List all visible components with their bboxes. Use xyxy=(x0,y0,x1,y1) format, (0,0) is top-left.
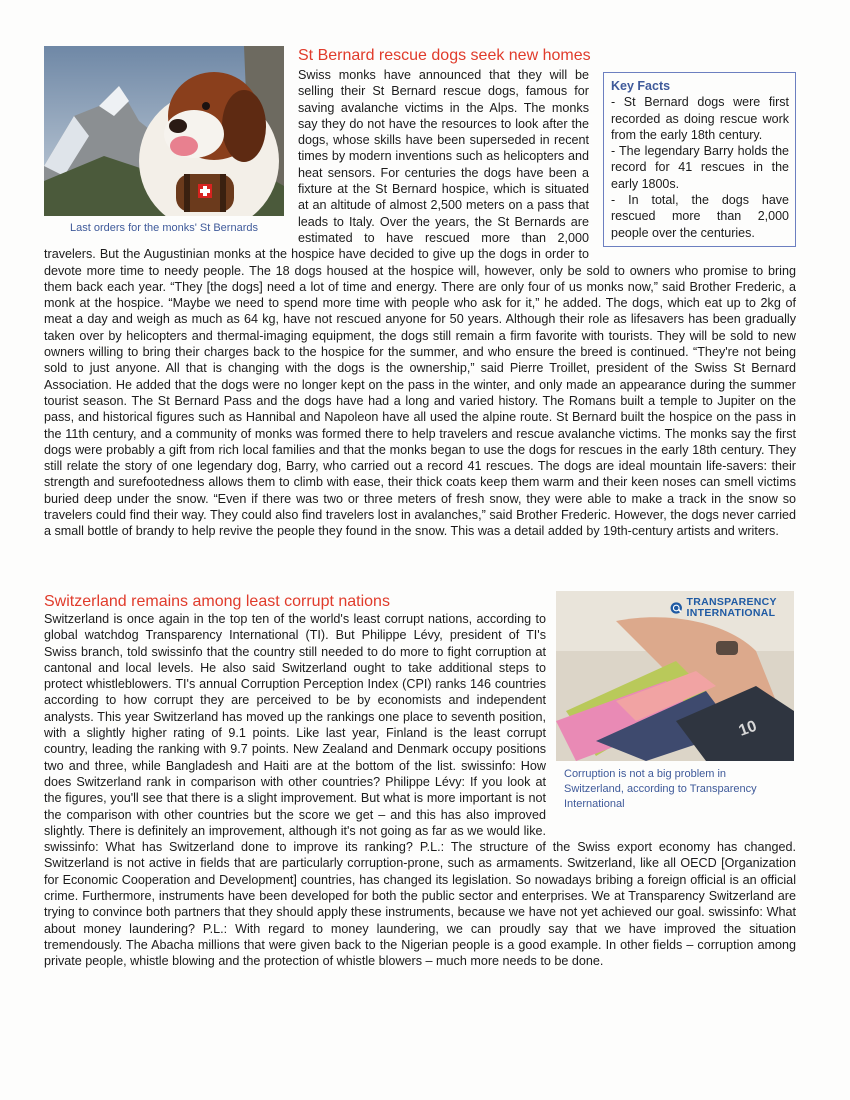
key-fact-item: - St Bernard dogs were first recorded as doing rescue work from the early 18th century. xyxy=(611,95,789,142)
key-fact-item: - In total, the dogs have rescued more than 2,000 people over the centuries. xyxy=(611,193,789,240)
key-facts-box xyxy=(603,72,796,247)
key-facts-title: Key Facts xyxy=(611,79,671,93)
banknotes-photo-caption: Corruption is not a big problem in Switzerland, according to Transparency International xyxy=(564,768,757,810)
st-bernard-headline: St Bernard rescue dogs seek new homes xyxy=(298,47,591,64)
corruption-figure xyxy=(556,591,796,827)
transparency-logo-text: TRANSPARENCY INTERNATIONAL xyxy=(686,596,777,619)
st-bernard-dog-image xyxy=(44,46,284,216)
corruption-body: Switzerland is once again in the top ten of the world's least corrupt nations, according to global watchdog Transparency International (TI). But Philippe Lévy, president of TI's Swiss branch, told swissinfo that the country still needed to do more to fight corruption at cantonal and local levels. He also said Switzerland ought to take additional steps to protect whistleblowers. TI's annual Corruption Perception Index (CPI) ranks 146 countries according to how corrupt they are perceived to be by economists and independent analysts. This year Switzerland has moved up the rankings one place to seventh position, with a slightly higher rating of 9.1 points. Like last year, Finland is the least corrupt country, leading the ranking with 9.7 points. New Zealand and Denmark occupy positions two and three, while Bangladesh and Haiti are at the bottom of the list. swissinfo: How does Switzerland rank in comparison with other countries? Philippe Lévy: If you look at the figures, you'll see that there is a slight improvement. But what is more important is not the comparison with other countries but the score we get – and this has also improved slightly. There is definitely an improvement, although it's not going as far as we would like. swissinfo: What has Switzerland done to improve its ranking? P.L.: The structure of the Swiss export economy has changed. Switzerland is not active in fields that are particularly corruption-prone, such as armaments. Switzerland, like all OECD [Organization for Economic Cooperation and Development] countries, has changed its legislation. So nowadays bribing a foreign official is an official crime. Furthermore, instruments have been developed for both the public sector and enterprises. We at Transparency Switzerland are trying to convince both partners that they should apply these instruments, because we have not yet achieved our goal. swissinfo: What about money laundering? P.L.: With regard to money laundering, we can proudly say that we have improved the situation tremendously. The Abacha millions that were given back to the Nigerian people is a good example. In other fields – corruption among private people, whistle blowing and the protection of whistle blowers – much more needs to be done. xyxy=(44,612,796,969)
st-bernard-photo-caption: Last orders for the monks' St Bernards xyxy=(70,222,258,234)
banknotes-photo xyxy=(556,591,794,761)
article-switzerland-corruption xyxy=(44,592,796,970)
article-st-bernard xyxy=(44,46,796,540)
st-bernard-photo xyxy=(44,46,284,216)
st-bernard-figure xyxy=(44,46,292,241)
banknote-denomination-mark: 10 xyxy=(736,717,760,740)
transparency-logo xyxy=(670,597,790,619)
corruption-headline: Switzerland remains among least corrupt nations xyxy=(44,593,390,610)
key-fact-item: - The legendary Barry holds the record for 41 rescues in the early 1800s. xyxy=(611,144,789,191)
st-bernard-body: Swiss monks have announced that they will be selling their St Bernard rescue dogs, famous for saving avalanche victims in the Alps. The monks say they do not have the resources to look after the dogs, whose skills have been superseded in recent times by modern inventions such as helicopters and heat sensors. For centuries the dogs have been a fixture at the St Bernard hospice, which is situated at an altitude of almost 2,500 meters on a pass that leads to Italy. Over the years, the St Bernards are estimated to have rescued more than 2,000 travelers. But the Augustinian monks at the hospice have decided to give up the dogs in order to devote more time to needy people. The 18 dogs housed at the hospice will, however, only be sold to owners who promise to bring them back each year. “They [the dogs] need a lot of time and energy. There are only four of us monks now,” said Brother Frederic, a monk at the hospice. “Maybe we need to spend more time with people who ask for it,” he added. The dogs, which eat up to 2kg of meat a day and weigh as much as 64 kg, have not rescued anyone for 50 years. Although their role as lifesavers has been gradually taken over by helicopters and thermal-imaging equipment, the dogs still remain a firm favorite with tourists. They will be sold to new owners willing to bring their charges back to the hospice for the summer, and who ensure the breed is continued. “They're not being sold to just anyone. All that is changing with the dogs is the ownership,” said Pierre Troillet, president of the Swiss St Bernard Association. He added that the dogs were no longer kept on the pass in the winter, and only made an appearance during the summer tourist season. The St Bernard Pass and the dogs have had a long and varied history. The Romans built a temple to Jupiter on the pass, and historical figures such as Hannibal and Napoleon have all used the alpine route. St Bernard built the hospice on the pass in the 11th century, and a community of monks was formed there to help travelers and rescue avalanche victims. The monks say the first dogs were probably a gift from rich local families and that the monks began to use the dogs for rescues in the early 18th century. They still relate the story of one legendary dog, Barry, who carried out a record 41 rescues. The dogs are ideal mountain life-savers: their strength and surefootedness allows them to climb with ease, their thick coats keep them warm and their keen noses can smell victims buried deep under the snow. “Even if there was two or three meters of fresh snow, they were able to make a track in the snow so travelers could find their way. They could also find travelers lost in avalanches,” said Brother Frederic. However, the dogs never carried a small bottle of brandy to help revive the people they found in the snow. This was a detail added by 19th-century artists and writers. xyxy=(44,68,796,539)
transparency-globe-icon xyxy=(670,597,683,619)
